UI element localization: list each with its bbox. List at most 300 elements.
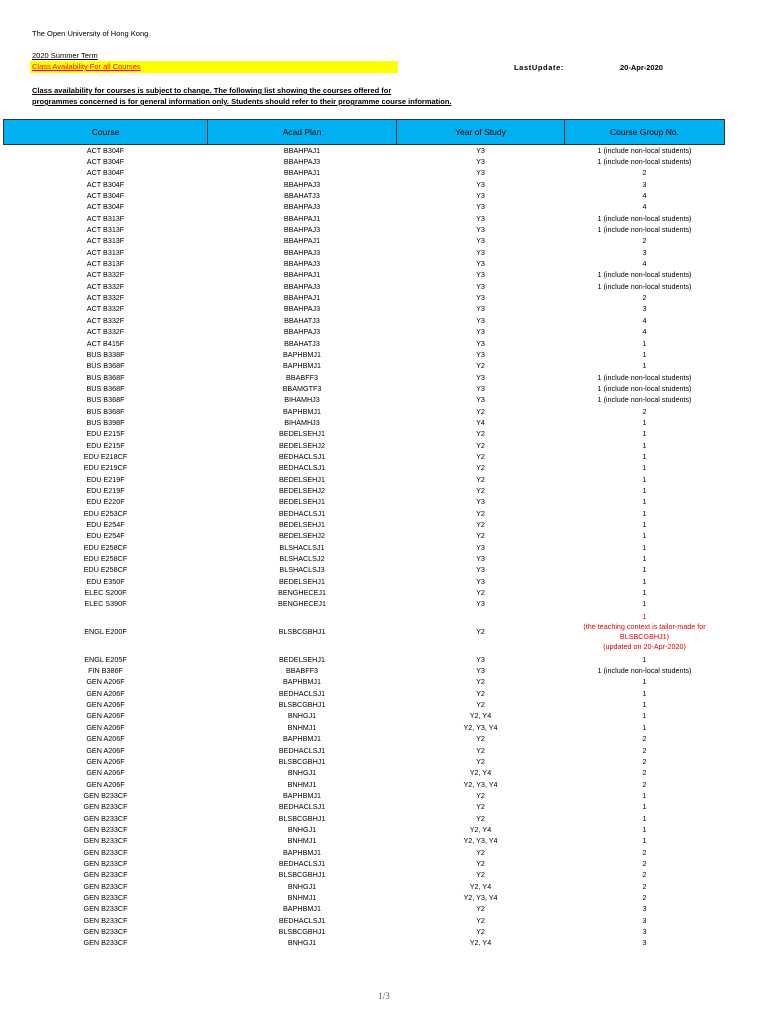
table-row: [4, 474, 725, 485]
cell-year-of-study: Y2: [476, 485, 485, 495]
cell-year-of-study: Y3: [476, 542, 485, 552]
cell-course: ENGL E205F: [84, 654, 127, 664]
cell-course: GEN A206F: [86, 768, 125, 778]
cell-course: EDU E219CF: [83, 463, 128, 473]
cell-year-of-study: Y3: [476, 259, 485, 269]
table-body: [4, 145, 725, 950]
cell-year-of-study: Y2: [476, 915, 485, 925]
cell-acad-plan: BNHGJ1: [287, 768, 317, 778]
cell-acad-plan: BENGHECEJ1: [278, 588, 326, 598]
table-row: [4, 768, 725, 779]
cell-course-group: 1: [642, 417, 647, 427]
cell-acad-plan: BBAHPAJ1: [283, 293, 321, 303]
cell-course-group: 1: [642, 802, 647, 812]
cell-year-of-study: Y2: [476, 870, 485, 880]
cell-acad-plan: BEDHACLSJ1: [278, 688, 326, 698]
cell-acad-plan: BAPHBMJ1: [283, 361, 321, 371]
cell-acad-plan: BBAHATJ3: [284, 338, 320, 348]
cell-course-group: 1: [642, 485, 647, 495]
table-row: [4, 485, 725, 496]
cell-course: GEN A206F: [86, 734, 125, 744]
cell-course-group: 1: [642, 677, 647, 687]
cell-year-of-study: Y2, Y4: [469, 768, 492, 778]
cell-course: ELEC S390F: [84, 599, 127, 609]
cell-course: ACT B332F: [86, 304, 125, 314]
cell-course-group: 2: [642, 847, 647, 857]
table-row: [4, 938, 725, 949]
table-row: [4, 711, 725, 722]
cell-year-of-study: Y2: [476, 474, 485, 484]
cell-course-group: 1: [642, 813, 647, 823]
cell-acad-plan: BEDHACLSJ1: [278, 915, 326, 925]
cell-course-group: 1 (include non-local students): [597, 157, 692, 167]
cell-course: GEN B233CF: [83, 938, 128, 948]
cell-course: FIN B386F: [88, 666, 123, 676]
cell-year-of-study: Y3: [476, 315, 485, 325]
cell-year-of-study: Y2: [476, 451, 485, 461]
cell-course-group: 4: [642, 259, 647, 269]
cell-course: GEN A206F: [86, 677, 125, 687]
table-row: [4, 904, 725, 915]
cell-course-group: 1: [642, 542, 647, 552]
cell-course-group: 1 (include non-local students): [597, 213, 692, 223]
table-row: [4, 304, 725, 315]
cell-year-of-study: Y3: [476, 145, 485, 155]
cell-year-of-study: Y2, Y3, Y4: [463, 836, 498, 846]
cell-course: ACT B415F: [86, 338, 125, 348]
cell-course: ACT B304F: [86, 145, 125, 155]
cell-course-group: 1: [642, 474, 647, 484]
term-title: 2020 Summer Term: [32, 51, 98, 60]
cell-acad-plan: BBAHPAJ3: [283, 225, 321, 235]
table-row: [4, 292, 725, 303]
table-row: [4, 361, 725, 372]
table-row: [4, 224, 725, 235]
cell-course-group: 3: [642, 304, 647, 314]
cell-acad-plan: BEDHACLSJ1: [278, 463, 326, 473]
cell-course: ELEC S200F: [84, 588, 127, 598]
cell-course: EDU E258CF: [83, 554, 128, 564]
cell-acad-plan: BNHGJ1: [287, 881, 317, 891]
cell-course: BUS B368F: [86, 372, 125, 382]
cell-course: GEN B233CF: [83, 915, 128, 925]
cell-acad-plan: BNHMJ1: [287, 722, 317, 732]
cell-course-group: 2: [642, 168, 647, 178]
cell-course: ACT B332F: [86, 281, 125, 291]
cell-course: GEN B233CF: [83, 858, 128, 868]
cell-year-of-study: Y2: [476, 520, 485, 530]
cell-course: EDU E350F: [86, 576, 125, 586]
cell-acad-plan: BBAHPAJ3: [283, 327, 321, 337]
cell-course-group: 1 (include non-local students): [597, 395, 692, 405]
cell-acad-plan: BBAHPAJ1: [283, 270, 321, 280]
table-row: [4, 179, 725, 190]
table-row: [4, 213, 725, 224]
cell-acad-plan: BLSBCGBHJ1: [278, 627, 326, 637]
cell-course-group: 1: [642, 338, 647, 348]
table-row-special: [4, 610, 725, 654]
column-header-course-group: Course Group No.: [565, 120, 725, 145]
cell-course: GEN A206F: [86, 756, 125, 766]
table-row: [4, 372, 725, 383]
cell-acad-plan: BBAHPAJ3: [283, 247, 321, 257]
cell-course: ENGL E200F: [84, 627, 127, 637]
info-note-line-2: programmes concerned is for general information only. Students should refer to their programme course information.: [32, 97, 452, 106]
cell-acad-plan: BBABFF3: [286, 372, 318, 382]
cell-year-of-study: Y3: [476, 225, 485, 235]
cell-year-of-study: Y2, Y4: [469, 824, 492, 834]
cell-course-group: 1: [642, 836, 647, 846]
cell-course: BUS B368F: [86, 361, 125, 371]
table-row: [4, 688, 725, 699]
cell-course: ACT B304F: [86, 179, 125, 189]
cell-course: EDU E215F: [86, 440, 125, 450]
cell-acad-plan: BLSHACLSJ1: [279, 542, 325, 552]
cell-course: ACT B332F: [86, 293, 125, 303]
cell-year-of-study: Y2: [476, 688, 485, 698]
cell-course-group: 3: [642, 247, 647, 257]
cell-year-of-study: Y3: [476, 383, 485, 393]
cell-course: BUS B368F: [86, 383, 125, 393]
cell-course: ACT B313F: [86, 259, 125, 269]
cell-acad-plan: BNHGJ1: [287, 938, 317, 948]
table-row: [4, 406, 725, 417]
cell-acad-plan: BBAHPAJ1: [283, 168, 321, 178]
table-row: [4, 451, 725, 462]
cell-acad-plan: BLSBCGBHJ1: [278, 813, 326, 823]
cell-course: ACT B313F: [86, 247, 125, 257]
cell-course-group: 1: [642, 463, 647, 473]
table-row: [4, 587, 725, 598]
cell-course: EDU E258CF: [83, 565, 128, 575]
cell-course-group: 1: [642, 361, 647, 371]
cell-course-group: 2: [642, 892, 647, 902]
cell-course: EDU E258CF: [83, 542, 128, 552]
cell-course: EDU E215F: [86, 429, 125, 439]
table-row: [4, 145, 725, 157]
cell-acad-plan: BBAHPAJ1: [283, 236, 321, 246]
table-row: [4, 654, 725, 665]
cell-year-of-study: Y2: [476, 745, 485, 755]
cell-acad-plan: BEDELSEHJ1: [279, 429, 325, 439]
cell-acad-plan: BNHMJ1: [287, 779, 317, 789]
cell-year-of-study: Y2: [476, 734, 485, 744]
cell-course: EDU E254F: [86, 520, 125, 530]
last-update-value: 20-Apr-2020: [620, 63, 663, 72]
table-row: [4, 599, 725, 610]
table-row: [4, 315, 725, 326]
cell-year-of-study: Y2: [476, 756, 485, 766]
cell-course: ACT B332F: [86, 315, 125, 325]
cell-year-of-study: Y3: [476, 576, 485, 586]
cell-course: GEN B233CF: [83, 881, 128, 891]
table-row: [4, 553, 725, 564]
table-row: [4, 258, 725, 269]
cell-acad-plan: BAPHBMJ1: [283, 406, 321, 416]
cell-year-of-study: Y2: [476, 531, 485, 541]
column-header-course: Course: [4, 120, 208, 145]
cell-course: BUS B368F: [86, 395, 125, 405]
cell-course: GEN B233CF: [83, 904, 128, 914]
course-group-note-line: BLSBCGBHJ1): [619, 632, 670, 642]
table-row: [4, 202, 725, 213]
cell-year-of-study: Y2, Y3, Y4: [463, 722, 498, 732]
table-row: [4, 565, 725, 576]
cell-acad-plan: BENGHECEJ1: [278, 599, 326, 609]
table-row: [4, 395, 725, 406]
cell-acad-plan: BLSBCGBHJ1: [278, 700, 326, 710]
cell-course-group: 1: [642, 349, 647, 359]
table-row: [4, 190, 725, 201]
course-group-note-line: (the teaching context is tailor-made for: [583, 622, 706, 632]
cell-year-of-study: Y3: [476, 372, 485, 382]
cell-acad-plan: BBAHATJ3: [284, 191, 320, 201]
cell-year-of-study: Y3: [476, 395, 485, 405]
table-row: [4, 858, 725, 869]
cell-acad-plan: BBAHPAJ3: [283, 157, 321, 167]
cell-year-of-study: Y3: [476, 327, 485, 337]
cell-course-group: 1: [642, 654, 647, 664]
table-row: [4, 281, 725, 292]
cell-course: GEN A206F: [86, 700, 125, 710]
cell-year-of-study: Y2: [476, 627, 485, 637]
table-row: [4, 824, 725, 835]
cell-course-group: 1 (include non-local students): [597, 270, 692, 280]
table-row: [4, 440, 725, 451]
cell-course-group: 4: [642, 202, 647, 212]
cell-course-group: 3: [642, 915, 647, 925]
info-note-line-1: Class availability for courses is subject to change. The following list showing the courses offered for: [32, 86, 392, 95]
cell-course: GEN B233CF: [83, 790, 128, 800]
cell-year-of-study: Y3: [476, 191, 485, 201]
cell-year-of-study: Y3: [476, 168, 485, 178]
cell-year-of-study: Y2: [476, 790, 485, 800]
cell-acad-plan: BEDHACLSJ1: [278, 745, 326, 755]
cell-course: ACT B332F: [86, 327, 125, 337]
cell-course-group: 4: [642, 315, 647, 325]
cell-course-group: 1: [642, 824, 647, 834]
cell-acad-plan: BEDHACLSJ1: [278, 858, 326, 868]
cell-year-of-study: Y3: [476, 554, 485, 564]
cell-year-of-study: Y2: [476, 858, 485, 868]
cell-course: ACT B313F: [86, 225, 125, 235]
table-row: [4, 870, 725, 881]
table-row: [4, 508, 725, 519]
cell-course-group: 3: [642, 938, 647, 948]
cell-year-of-study: Y2: [476, 463, 485, 473]
cell-acad-plan: BEDHACLSJ1: [278, 508, 326, 518]
cell-acad-plan: BEDHACLSJ1: [278, 451, 326, 461]
cell-acad-plan: BBAHPAJ3: [283, 179, 321, 189]
cell-acad-plan: BIHAMHJ3: [284, 395, 320, 405]
cell-acad-plan: BNHMJ1: [287, 892, 317, 902]
table-row: [4, 847, 725, 858]
cell-course-group: 2: [642, 756, 647, 766]
cell-acad-plan: BEDELSEHJ1: [279, 497, 325, 507]
cell-course-group: 1: [642, 599, 647, 609]
cell-course: ACT B304F: [86, 168, 125, 178]
cell-course: ACT B304F: [86, 191, 125, 201]
table-row: [4, 881, 725, 892]
table-row: [4, 790, 725, 801]
cell-course-group: 4: [642, 327, 647, 337]
cell-acad-plan: BLSHACLSJ2: [279, 554, 325, 564]
cell-year-of-study: Y3: [476, 304, 485, 314]
table-header-row: [4, 120, 725, 145]
table-row: [4, 892, 725, 903]
table-row: [4, 236, 725, 247]
cell-course-group: 1 (include non-local students): [597, 372, 692, 382]
cell-year-of-study: Y2: [476, 904, 485, 914]
cell-course: ACT B332F: [86, 270, 125, 280]
cell-acad-plan: BLSBCGBHJ1: [278, 756, 326, 766]
cell-year-of-study: Y2: [476, 429, 485, 439]
cell-year-of-study: Y2: [476, 813, 485, 823]
cell-course-group: 1: [642, 440, 647, 450]
table-row: [4, 463, 725, 474]
table-row: [4, 813, 725, 824]
cell-acad-plan: BEDELSEHJ2: [279, 485, 325, 495]
cell-year-of-study: Y3: [476, 247, 485, 257]
table-row: [4, 270, 725, 281]
cell-course: BUS B338F: [86, 349, 125, 359]
cell-acad-plan: BBAHPAJ3: [283, 259, 321, 269]
table-row: [4, 531, 725, 542]
cell-course: GEN B233CF: [83, 892, 128, 902]
cell-course: BUS B398F: [86, 417, 125, 427]
cell-course-group: 2: [642, 406, 647, 416]
table-row: [4, 576, 725, 587]
cell-course-group: 2: [642, 293, 647, 303]
cell-course-group: 4: [642, 191, 647, 201]
cell-year-of-study: Y3: [476, 179, 485, 189]
cell-acad-plan: BAPHBMJ1: [283, 904, 321, 914]
cell-course-group: 1: [642, 554, 647, 564]
cell-course-group: 1: [642, 711, 647, 721]
cell-year-of-study: Y2, Y4: [469, 881, 492, 891]
cell-year-of-study: Y2: [476, 677, 485, 687]
cell-year-of-study: Y2: [476, 700, 485, 710]
availability-banner: [30, 61, 398, 73]
cell-acad-plan: BNHGJ1: [287, 711, 317, 721]
table-row: [4, 665, 725, 676]
cell-course-group: 1: [642, 688, 647, 698]
cell-course: EDU E218CF: [83, 451, 128, 461]
cell-acad-plan: BIHAMHJ3: [284, 417, 320, 427]
table-row: [4, 779, 725, 790]
table-row: [4, 349, 725, 360]
cell-course: ACT B313F: [86, 236, 125, 246]
cell-course: ACT B313F: [86, 213, 125, 223]
cell-year-of-study: Y2: [476, 588, 485, 598]
cell-course-group: 1 (include non-local students): [597, 145, 692, 155]
cell-year-of-study: Y3: [476, 349, 485, 359]
cell-course: GEN A206F: [86, 779, 125, 789]
cell-course: GEN B233CF: [83, 847, 128, 857]
cell-course-group: 2: [642, 236, 647, 246]
cell-course-group: 3: [642, 927, 647, 937]
cell-year-of-study: Y2: [476, 927, 485, 937]
column-header-year-of-study: Year of Study: [397, 120, 565, 145]
table-row: [4, 327, 725, 338]
cell-year-of-study: Y2, Y4: [469, 938, 492, 948]
course-group-note-line: (updated on 20-Apr-2020): [603, 642, 686, 652]
cell-acad-plan: BEDELSEHJ1: [279, 576, 325, 586]
cell-acad-plan: BBAHATJ3: [284, 315, 320, 325]
cell-year-of-study: Y2, Y4: [469, 711, 492, 721]
cell-course-group: 1: [642, 508, 647, 518]
cell-year-of-study: Y3: [476, 338, 485, 348]
page-number: 1/3: [378, 991, 390, 1001]
table-row: [4, 519, 725, 530]
cell-year-of-study: Y3: [476, 270, 485, 280]
cell-course: EDU E219F: [86, 485, 125, 495]
availability-title: Class Availability For all Courses: [32, 62, 141, 71]
cell-year-of-study: Y3: [476, 666, 485, 676]
cell-year-of-study: Y3: [476, 281, 485, 291]
cell-acad-plan: BBAMGTF3: [282, 383, 322, 393]
cell-course: GEN B233CF: [83, 836, 128, 846]
cell-acad-plan: BEDELSEHJ2: [279, 440, 325, 450]
cell-year-of-study: Y3: [476, 213, 485, 223]
cell-year-of-study: Y2: [476, 508, 485, 518]
cell-course-group: 1: [642, 497, 647, 507]
cell-acad-plan: BLSBCGBHJ1: [278, 927, 326, 937]
cell-year-of-study: Y2: [476, 406, 485, 416]
cell-acad-plan: BAPHBMJ1: [283, 847, 321, 857]
cell-course: GEN A206F: [86, 711, 125, 721]
cell-course: GEN B233CF: [83, 870, 128, 880]
table-row: [4, 168, 725, 179]
table-row: [4, 915, 725, 926]
cell-acad-plan: BBABFF3: [286, 666, 318, 676]
cell-course-group: 2: [642, 858, 647, 868]
organization-name: The Open University of Hong Kong: [32, 29, 149, 38]
table-row: [4, 247, 725, 258]
cell-course-group: 1 (include non-local students): [597, 281, 692, 291]
cell-acad-plan: BNHMJ1: [287, 836, 317, 846]
table-row: [4, 156, 725, 167]
cell-acad-plan: BLSHACLSJ3: [279, 565, 325, 575]
cell-course-group: 1: [642, 722, 647, 732]
cell-year-of-study: Y4: [476, 417, 485, 427]
cell-course: ACT B304F: [86, 202, 125, 212]
cell-acad-plan: BAPHBMJ1: [283, 790, 321, 800]
table-row: [4, 926, 725, 937]
cell-course-group: [565, 610, 725, 654]
table-row: [4, 836, 725, 847]
cell-course: GEN A206F: [86, 688, 125, 698]
cell-course: GEN B233CF: [83, 927, 128, 937]
cell-course-group: 3: [642, 179, 647, 189]
cell-course-group: 1: [642, 451, 647, 461]
cell-acad-plan: BEDELSEHJ1: [279, 520, 325, 530]
cell-course-group: 2: [642, 870, 647, 880]
table-row: [4, 542, 725, 553]
cell-course: ACT B304F: [86, 157, 125, 167]
cell-year-of-study: Y2: [476, 802, 485, 812]
cell-course-group: 3: [642, 904, 647, 914]
cell-course: GEN B233CF: [83, 824, 128, 834]
cell-acad-plan: BEDELSEHJ1: [279, 474, 325, 484]
table-row: [4, 745, 725, 756]
cell-course: GEN B233CF: [83, 802, 128, 812]
cell-course-group: 1: [642, 531, 647, 541]
cell-year-of-study: Y3: [476, 565, 485, 575]
table-row: [4, 802, 725, 813]
cell-year-of-study: Y3: [476, 202, 485, 212]
cell-acad-plan: BBAHPAJ3: [283, 202, 321, 212]
